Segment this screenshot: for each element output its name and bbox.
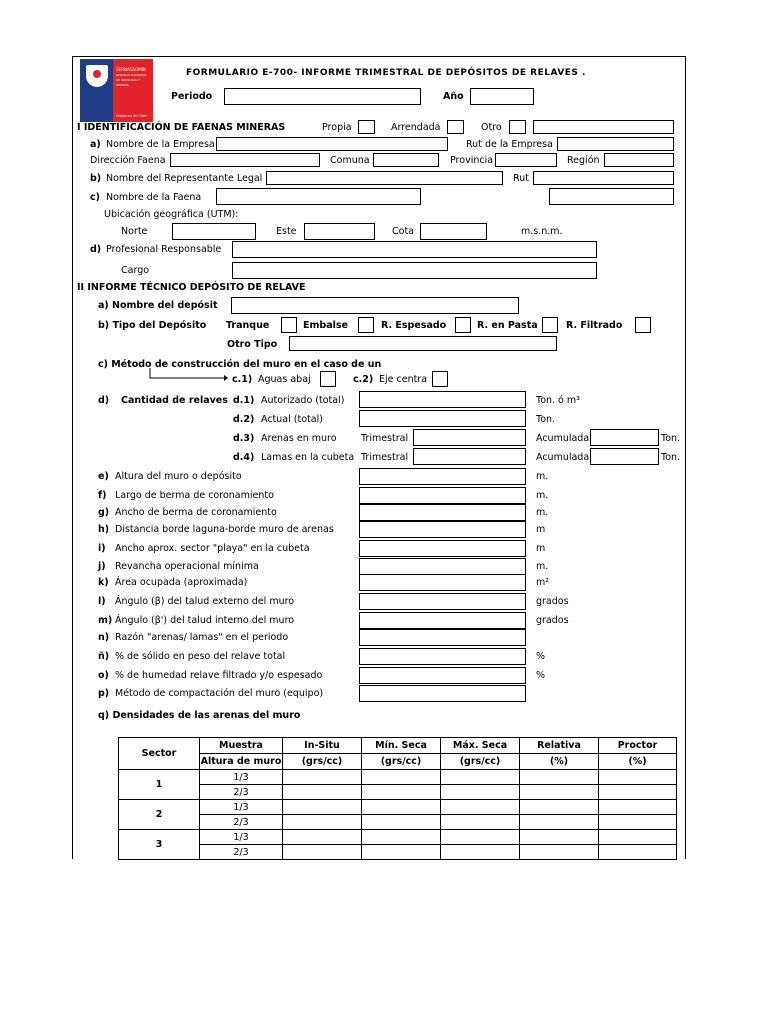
item-letter: l)	[98, 596, 106, 607]
item-label: % de sólido en peso del relave total	[115, 651, 286, 662]
item-label: Área ocupada (aproximada)	[115, 577, 248, 588]
cota-input[interactable]	[420, 223, 487, 240]
propia-label: Propia	[322, 122, 352, 133]
value-cell[interactable]	[441, 770, 520, 785]
col-header-top: Máx. Seca	[441, 738, 520, 754]
d-letter: d)	[90, 244, 102, 255]
muestra-cell: 1/3	[200, 830, 283, 845]
filtrado-checkbox[interactable]	[635, 317, 651, 333]
item-unit: %	[536, 670, 546, 681]
table-row	[119, 785, 677, 800]
table-row	[119, 845, 677, 860]
muestra-header: Muestra	[200, 738, 283, 754]
cota-label: Cota	[392, 226, 414, 237]
item-label: Ancho de berma de coronamiento	[115, 507, 277, 518]
aguas-abajo-checkbox[interactable]	[320, 371, 336, 387]
empresa-label: Nombre de la Empresa	[106, 139, 215, 150]
tipo-deposito-label: b) Tipo del Depósito	[98, 320, 207, 331]
provincia-label: Provincia	[450, 155, 494, 166]
provincia-input[interactable]	[495, 153, 557, 167]
item-label: Distancia borde laguna-borde muro de arenas	[115, 524, 334, 535]
value-cell[interactable]	[362, 785, 441, 800]
arrendada-checkbox[interactable]	[447, 120, 464, 134]
eje-central-checkbox[interactable]	[432, 371, 448, 387]
densidades-label: q) Densidades de las arenas del muro	[98, 710, 301, 721]
item-label: Altura del muro o depósito	[115, 471, 242, 482]
d1-label: d.1)	[233, 395, 255, 406]
item-input[interactable]	[359, 487, 526, 504]
item-unit: grados	[536, 596, 569, 607]
item-input[interactable]	[359, 648, 526, 665]
item-label: Ancho aprox. sector "playa" en la cubeta	[115, 543, 310, 554]
trimestral-label-2: Trimestral	[361, 452, 409, 463]
otro-checkbox[interactable]	[509, 120, 526, 134]
arenas-trimestral-input[interactable]	[413, 429, 526, 446]
periodo-input[interactable]	[224, 88, 421, 105]
nombre-deposito-input[interactable]	[231, 297, 519, 314]
faena-input[interactable]	[216, 188, 421, 205]
value-cell[interactable]	[362, 770, 441, 785]
table-row	[119, 830, 677, 845]
sector-cell: 1	[119, 770, 200, 800]
pasta-checkbox[interactable]	[542, 317, 558, 333]
item-unit: m.	[536, 490, 549, 501]
faena-label: Nombre de la Faena	[106, 192, 202, 203]
representante-input[interactable]	[266, 171, 503, 185]
chile-shield-icon	[86, 65, 108, 87]
cargo-label: Cargo	[121, 265, 150, 276]
actual-unit: Ton.	[536, 414, 556, 425]
sector-cell: 3	[119, 830, 200, 860]
autorizado-unit: Ton. ó m³	[536, 395, 580, 406]
value-cell[interactable]	[441, 845, 520, 860]
value-cell[interactable]	[599, 800, 677, 815]
embalse-checkbox[interactable]	[358, 317, 374, 333]
value-cell[interactable]	[441, 830, 520, 845]
propia-checkbox[interactable]	[358, 120, 375, 134]
rut-label: Rut	[513, 173, 529, 184]
otro-input[interactable]	[533, 120, 674, 134]
lamas-acumulada-input[interactable]	[590, 448, 659, 465]
item-unit: m	[536, 543, 546, 554]
eje-central-label: Eje centra	[379, 374, 428, 385]
item-unit: grados	[536, 615, 569, 626]
col-header-top: Proctor	[599, 738, 677, 754]
autorizado-input[interactable]	[359, 391, 526, 408]
ton-unit-2: Ton.	[661, 452, 681, 463]
item-unit: %	[536, 651, 546, 662]
logo-footer: Gobierno de Chile	[116, 114, 148, 118]
item-letter: f)	[98, 490, 107, 501]
item-letter: p)	[98, 688, 110, 699]
faena-extra-input[interactable]	[549, 188, 674, 205]
arenas-acumulada-input[interactable]	[590, 429, 659, 446]
item-unit: m	[536, 524, 546, 535]
value-cell[interactable]	[362, 830, 441, 845]
item-unit: m.	[536, 507, 549, 518]
item-letter: n)	[98, 632, 110, 643]
ton-unit-1: Ton.	[661, 433, 681, 444]
item-input[interactable]	[359, 574, 526, 591]
value-cell[interactable]	[283, 830, 362, 845]
d3-label: d.3)	[233, 433, 255, 444]
d2-label: d.2)	[233, 414, 255, 425]
logo-text: SERNAGEOMIN	[116, 67, 146, 72]
sernageomin-logo	[80, 59, 153, 122]
item-label: Revancha operacional mínima	[115, 561, 259, 572]
norte-label: Norte	[121, 226, 148, 237]
aguas-abajo-label: Aguas abaj	[258, 374, 311, 385]
trimestral-label-1: Trimestral	[361, 433, 409, 444]
tranque-checkbox[interactable]	[281, 317, 297, 333]
value-cell[interactable]	[520, 770, 599, 785]
value-cell[interactable]	[520, 830, 599, 845]
d4-label: d.4)	[233, 452, 255, 463]
otro-label: Otro	[481, 122, 502, 133]
value-cell[interactable]	[599, 770, 677, 785]
muestra-cell: 1/3	[200, 800, 283, 815]
value-cell[interactable]	[283, 845, 362, 860]
value-cell[interactable]	[283, 815, 362, 830]
table-row	[119, 800, 677, 815]
actual-label: Actual (total)	[261, 414, 323, 425]
periodo-label: Periodo	[171, 91, 213, 102]
otro-tipo-label: Otro Tipo	[227, 339, 278, 350]
item-input[interactable]	[359, 685, 526, 702]
tranque-label: Tranque	[226, 320, 270, 331]
muestra-cell: 2/3	[200, 845, 283, 860]
value-cell[interactable]	[283, 785, 362, 800]
item-label: % de humedad relave filtrado y/o espesado	[115, 670, 323, 681]
norte-input[interactable]	[172, 223, 256, 240]
value-cell[interactable]	[599, 830, 677, 845]
d2-letter: d)	[98, 395, 110, 406]
empresa-input[interactable]	[216, 137, 448, 151]
item-letter: g)	[98, 507, 110, 518]
value-cell[interactable]	[599, 785, 677, 800]
value-cell[interactable]	[283, 800, 362, 815]
col-header-bottom: (%)	[520, 754, 599, 770]
item-input[interactable]	[359, 558, 526, 575]
item-letter: k)	[98, 577, 109, 588]
item-unit: m.	[536, 471, 549, 482]
item-input[interactable]	[359, 521, 526, 538]
densidades-table	[118, 737, 677, 860]
item-label: Largo de berma de coronamiento	[115, 490, 274, 501]
value-cell[interactable]	[283, 770, 362, 785]
espesado-label: R. Espesado	[381, 320, 447, 331]
region-label: Región	[567, 155, 600, 166]
item-label: Razón "arenas/ lamas" en el periodo	[115, 632, 289, 643]
value-cell[interactable]	[441, 815, 520, 830]
arrow-icon	[148, 368, 228, 382]
metodo-label: c) Método de construcción del muro en el caso de un	[98, 359, 382, 370]
cargo-input[interactable]	[232, 262, 597, 279]
item-letter: m)	[98, 615, 113, 626]
c1-label: c.1)	[232, 374, 253, 385]
nombre-deposito-label: a) Nombre del depósit	[98, 300, 218, 311]
espesado-checkbox[interactable]	[455, 317, 471, 333]
value-cell[interactable]	[362, 845, 441, 860]
representante-label: Nombre del Representante Legal	[106, 173, 263, 184]
lamas-label: Lamas en la cubeta	[261, 452, 355, 463]
ano-input[interactable]	[470, 88, 534, 105]
col-header-top: Mín. Seca	[362, 738, 441, 754]
item-input[interactable]	[359, 468, 526, 485]
item-input[interactable]	[359, 593, 526, 610]
value-cell[interactable]	[599, 815, 677, 830]
item-letter: o)	[98, 670, 109, 681]
profesional-input[interactable]	[232, 241, 597, 258]
sector-cell: 2	[119, 800, 200, 830]
autorizado-label: Autorizado (total)	[261, 395, 345, 406]
region-input[interactable]	[604, 153, 674, 167]
utm-label: Ubicación geográfica (UTM):	[104, 209, 239, 220]
otro-tipo-input[interactable]	[289, 336, 557, 351]
arenas-label: Arenas en muro	[261, 433, 337, 444]
col-header-bottom: (grs/cc)	[441, 754, 520, 770]
a-letter: a)	[90, 139, 101, 150]
c2-label: c.2)	[353, 374, 374, 385]
item-letter: ñ)	[98, 651, 110, 662]
table-row	[119, 770, 677, 785]
sector-header: Sector	[119, 738, 200, 770]
col-header-top: In-Situ	[283, 738, 362, 754]
section1-title: I IDENTIFICACIÓN DE FAENAS MINERAS	[77, 122, 286, 133]
item-letter: e)	[98, 471, 109, 482]
cantidad-relaves-label: Cantidad de relaves	[121, 395, 228, 406]
filtrado-label: R. Filtrado	[566, 320, 623, 331]
item-input[interactable]	[359, 612, 526, 629]
value-cell[interactable]	[520, 785, 599, 800]
logo-subtext: SERVICIO NACIONAL DE GEOLOGÍA Y MINERÍA	[116, 73, 147, 87]
ano-label: Año	[443, 91, 464, 102]
muestra-cell: 2/3	[200, 815, 283, 830]
col-header-top: Relativa	[520, 738, 599, 754]
form-title: FORMULARIO E-700- INFORME TRIMESTRAL DE DEPÓSITOS DE RELAVES .	[186, 68, 586, 78]
col-header-bottom: (%)	[599, 754, 677, 770]
este-label: Este	[276, 226, 297, 237]
item-unit: m.	[536, 561, 549, 572]
item-letter: j)	[98, 561, 106, 572]
c-letter: c)	[90, 192, 100, 203]
arrendada-label: Arrendada	[391, 122, 441, 133]
rut-input[interactable]	[533, 171, 674, 185]
item-label: Método de compactación del muro (equipo)	[115, 688, 324, 699]
comuna-label: Comuna	[330, 155, 370, 166]
table-row	[119, 815, 677, 830]
item-input[interactable]	[359, 629, 526, 646]
direccion-input[interactable]	[170, 153, 320, 167]
value-cell[interactable]	[520, 800, 599, 815]
value-cell[interactable]	[441, 785, 520, 800]
item-label: Ángulo (β) del talud externo del muro	[115, 596, 295, 607]
value-cell[interactable]	[599, 845, 677, 860]
acumulada-label-1: Acumulada	[536, 433, 590, 444]
value-cell[interactable]	[362, 800, 441, 815]
muestra-cell: 1/3	[200, 770, 283, 785]
acumulada-label-2: Acumulada	[536, 452, 590, 463]
value-cell[interactable]	[362, 815, 441, 830]
value-cell[interactable]	[520, 815, 599, 830]
profesional-label: Profesional Responsable	[106, 244, 222, 255]
actual-input[interactable]	[359, 410, 526, 427]
item-letter: i)	[98, 543, 106, 554]
col-header-bottom: (grs/cc)	[362, 754, 441, 770]
pasta-label: R. en Pasta	[477, 320, 538, 331]
rut-empresa-input[interactable]	[557, 137, 674, 151]
item-input[interactable]	[359, 504, 526, 521]
rut-empresa-label: Rut de la Empresa	[466, 139, 553, 150]
muestra-cell: 2/3	[200, 785, 283, 800]
comuna-input[interactable]	[373, 153, 439, 167]
embalse-label: Embalse	[303, 320, 348, 331]
este-input[interactable]	[304, 223, 375, 240]
col-header-bottom: (grs/cc)	[283, 754, 362, 770]
value-cell[interactable]	[520, 845, 599, 860]
b-letter: b)	[90, 173, 102, 184]
item-unit: m²	[536, 577, 550, 588]
value-cell[interactable]	[441, 800, 520, 815]
item-label: Ángulo (β') del talud interno del muro	[115, 615, 295, 626]
altura-header: Altura de muro	[200, 754, 283, 770]
direccion-label: Dirección Faena	[90, 155, 166, 166]
section2-title: II INFORME TÉCNICO DEPÓSITO DE RELAVE	[77, 282, 306, 293]
item-input[interactable]	[359, 667, 526, 684]
msnm-label: m.s.n.m.	[521, 226, 563, 237]
lamas-trimestral-input[interactable]	[413, 448, 526, 465]
item-letter: h)	[98, 524, 110, 535]
item-input[interactable]	[359, 540, 526, 557]
